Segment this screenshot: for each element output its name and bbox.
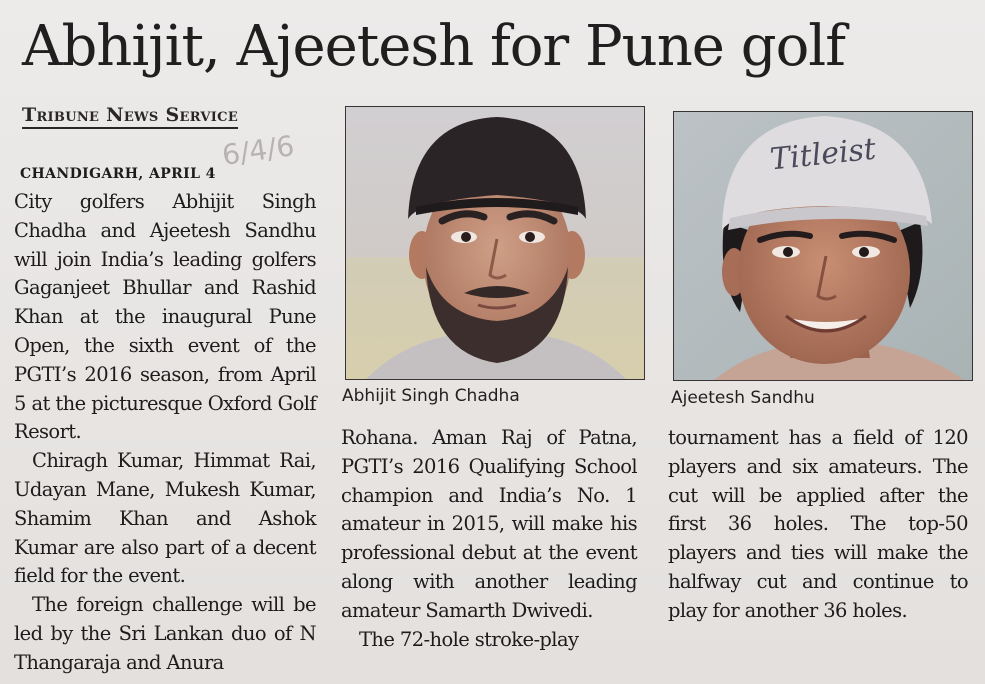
paragraph: tournament has a field of 120 players and six amateurs. The cut will be applied after the first 36 holes. The top-50 players and ties will make the halfway cut and continue to play for another 36 holes. [668, 426, 968, 622]
photo-ajeetesh-sandhu [673, 111, 973, 381]
paragraph: The 72-hole stroke-play [359, 627, 579, 651]
photo-caption: Ajeetesh Sandhu [671, 388, 815, 408]
photo-caption: Abhijit Singh Chadha [342, 386, 520, 406]
article-column-3 [668, 424, 968, 626]
article-column-2 [341, 424, 637, 654]
dateline: CHANDIGARH, APRIL 4 [20, 166, 216, 182]
paragraph: Rohana. Aman Raj of Patna, PGTI’s 2016 Qualifying School champion and India’s No. 1 amateur in 2015, will make his professional debut at the event along with another leading amateur Samarth Dwivedi. [341, 426, 637, 622]
paragraph: Chiragh Kumar, Himmat Rai, Udayan Mane, Mukesh Kumar, Shamim Khan and Ashok Kumar are also part of a decent field for the event. [14, 449, 316, 588]
article-column-1 [14, 160, 316, 678]
handwritten-note: 6/4/6 [220, 129, 297, 172]
portrait-photo-icon [674, 112, 972, 380]
photo-abhijit-singh-chadha [345, 106, 645, 380]
paragraph: The foreign challenge will be led by the Sri Lankan duo of N Thangaraja and Anura [14, 593, 316, 674]
paragraph: City golfers Abhijit Singh Chadha and Ajeetesh Sandhu will join India’s leading golfers Gaganjeet Bhullar and Rashid Khan at the inaugural Pune Open, the sixth event of the PGTI’s 2016 season, from April 5 at the picturesque Oxford Golf Resort. [14, 190, 316, 444]
portrait-photo-icon [346, 107, 644, 379]
byline: Tribune News Service [22, 104, 238, 129]
cap-logo-text: Titleist [768, 131, 878, 178]
headline: Abhijit, Ajeetesh for Pune golf [22, 14, 845, 79]
